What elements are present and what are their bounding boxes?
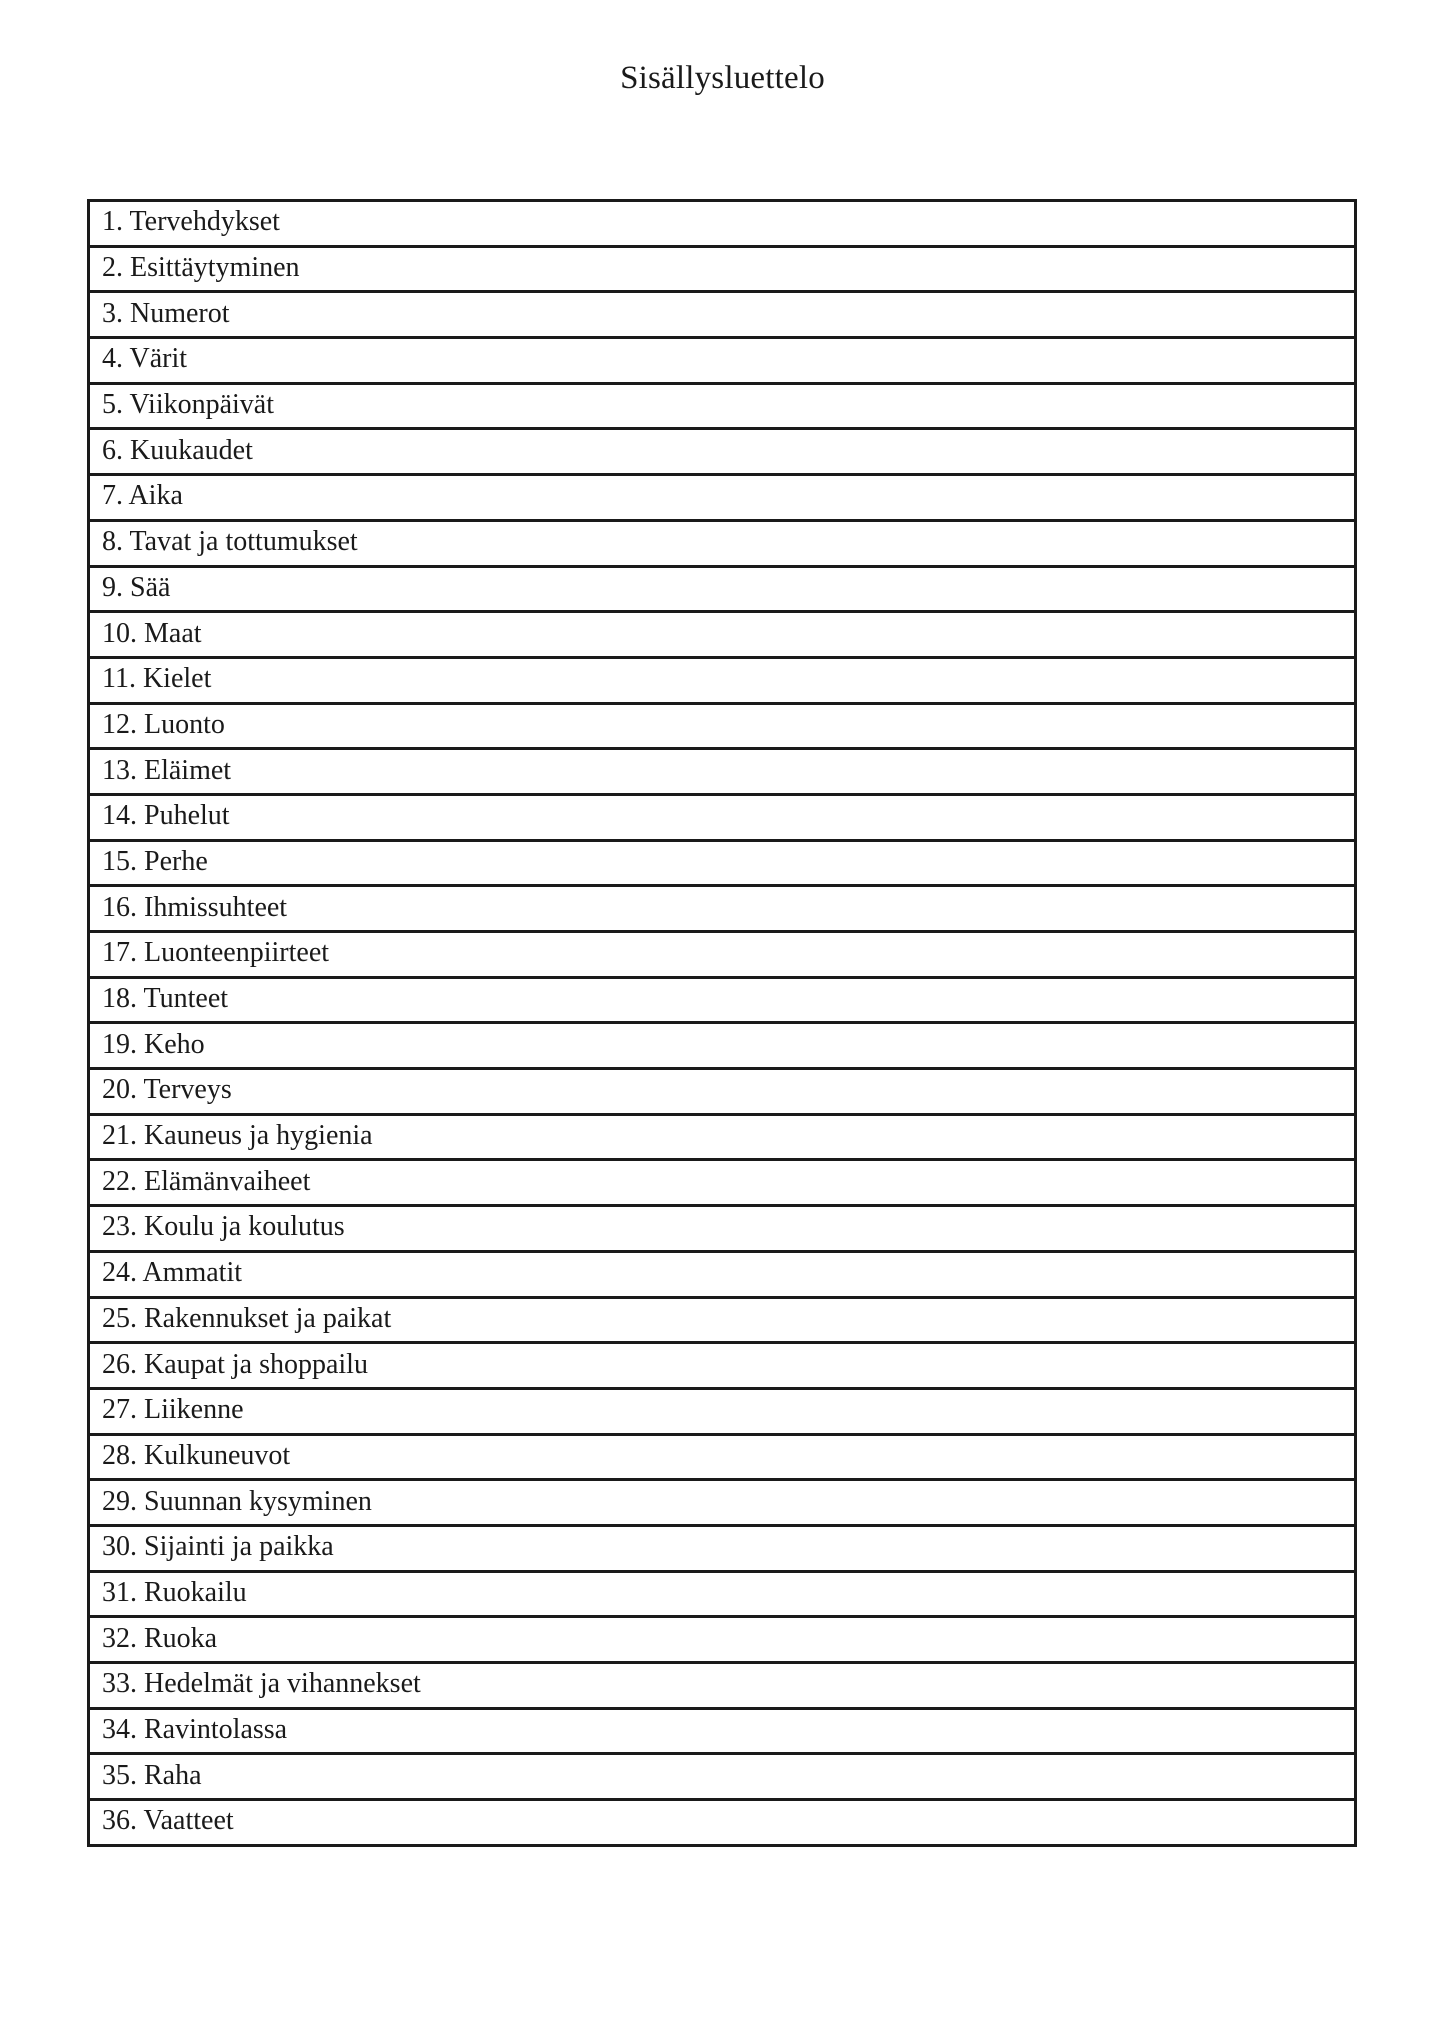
- toc-entry-label: 5. Viikonpäivät: [102, 389, 275, 421]
- toc-row: [90, 796, 1354, 842]
- toc-row: [90, 705, 1354, 751]
- toc-row: [90, 613, 1354, 659]
- toc-row: [90, 202, 1354, 248]
- toc-row: [90, 979, 1354, 1025]
- toc-entry-label: 15. Perhe: [102, 845, 208, 877]
- toc-row: [90, 1664, 1354, 1710]
- toc-entry-label: 36. Vaatteet: [102, 1805, 234, 1837]
- toc-entry-label: 28. Kulkuneuvot: [102, 1439, 291, 1471]
- toc-entry-label: 25. Rakennukset ja paikat: [102, 1302, 392, 1334]
- toc-entry-label: 13. Eläimet: [102, 754, 232, 786]
- toc-row: [90, 1573, 1354, 1619]
- toc-entry-label: 4. Värit: [102, 343, 188, 375]
- toc-entry-label: 18. Tunteet: [102, 983, 229, 1015]
- toc-row: [90, 1070, 1354, 1116]
- page-title: Sisällysluettelo: [620, 60, 825, 96]
- toc-row: [90, 933, 1354, 979]
- toc-row: [90, 522, 1354, 568]
- toc-row: [90, 430, 1354, 476]
- toc-row: [90, 339, 1354, 385]
- toc-entry-label: 23. Koulu ja koulutus: [102, 1211, 345, 1243]
- toc-entry-label: 33. Hedelmät ja vihannekset: [102, 1668, 421, 1700]
- toc-row: [90, 1024, 1354, 1070]
- toc-row: [90, 1161, 1354, 1207]
- toc-row: [90, 1801, 1354, 1844]
- toc-entry-label: 26. Kaupat ja shoppailu: [102, 1348, 368, 1380]
- toc-row: [90, 476, 1354, 522]
- toc-entry-label: 12. Luonto: [102, 708, 225, 740]
- toc-row: [90, 1344, 1354, 1390]
- toc-entry-label: 29. Suunnan kysyminen: [102, 1485, 372, 1517]
- toc-row: [90, 1527, 1354, 1573]
- toc-entry-label: 9. Sää: [102, 571, 171, 603]
- toc-entry-label: 10. Maat: [102, 617, 202, 649]
- toc-row: [90, 659, 1354, 705]
- toc-entry-label: 17. Luonteenpiirteet: [102, 937, 330, 969]
- toc-entry-label: 34. Ravintolassa: [102, 1714, 288, 1746]
- toc-row: [90, 293, 1354, 339]
- toc-row: [90, 568, 1354, 614]
- toc-entry-label: 27. Liikenne: [102, 1394, 244, 1426]
- toc-entry-label: 21. Kauneus ja hygienia: [102, 1120, 373, 1152]
- toc-entry-label: 32. Ruoka: [102, 1622, 218, 1654]
- toc-row: [90, 842, 1354, 888]
- toc-row: [90, 248, 1354, 294]
- toc-entry-label: 24. Ammatit: [102, 1257, 242, 1289]
- toc-entry-label: 20. Terveys: [102, 1074, 232, 1106]
- toc-row: [90, 1618, 1354, 1664]
- toc-row: [90, 1710, 1354, 1756]
- toc-entry-label: 11. Kielet: [102, 663, 212, 695]
- toc-entry-label: 1. Tervehdykset: [102, 206, 280, 238]
- toc-entry-label: 31. Ruokailu: [102, 1576, 247, 1608]
- toc-row: [90, 1755, 1354, 1801]
- toc-row: [90, 1299, 1354, 1345]
- toc-entry-label: 8. Tavat ja tottumukset: [102, 526, 358, 558]
- toc-entry-label: 30. Sijainti ja paikka: [102, 1531, 334, 1563]
- toc-entry-label: 2. Esittäytyminen: [102, 252, 300, 284]
- toc-entry-label: 3. Numerot: [102, 297, 230, 329]
- toc-entry-label: 16. Ihmissuhteet: [102, 891, 288, 923]
- toc-row: [90, 1116, 1354, 1162]
- toc-row: [90, 1481, 1354, 1527]
- toc-row: [90, 887, 1354, 933]
- toc-row: [90, 1390, 1354, 1436]
- toc-row: [90, 385, 1354, 431]
- toc-row: [90, 1207, 1354, 1253]
- toc-row: [90, 750, 1354, 796]
- toc-entry-label: 19. Keho: [102, 1028, 205, 1060]
- toc-entry-label: 14. Puhelut: [102, 800, 230, 832]
- toc-row: [90, 1253, 1354, 1299]
- toc-entry-label: 6. Kuukaudet: [102, 434, 253, 466]
- toc-entry-label: 22. Elämänvaiheet: [102, 1165, 311, 1197]
- toc-entry-label: 7. Aika: [102, 480, 183, 512]
- toc-table: [87, 199, 1357, 1847]
- toc-entry-label: 35. Raha: [102, 1759, 202, 1791]
- toc-row: [90, 1436, 1354, 1482]
